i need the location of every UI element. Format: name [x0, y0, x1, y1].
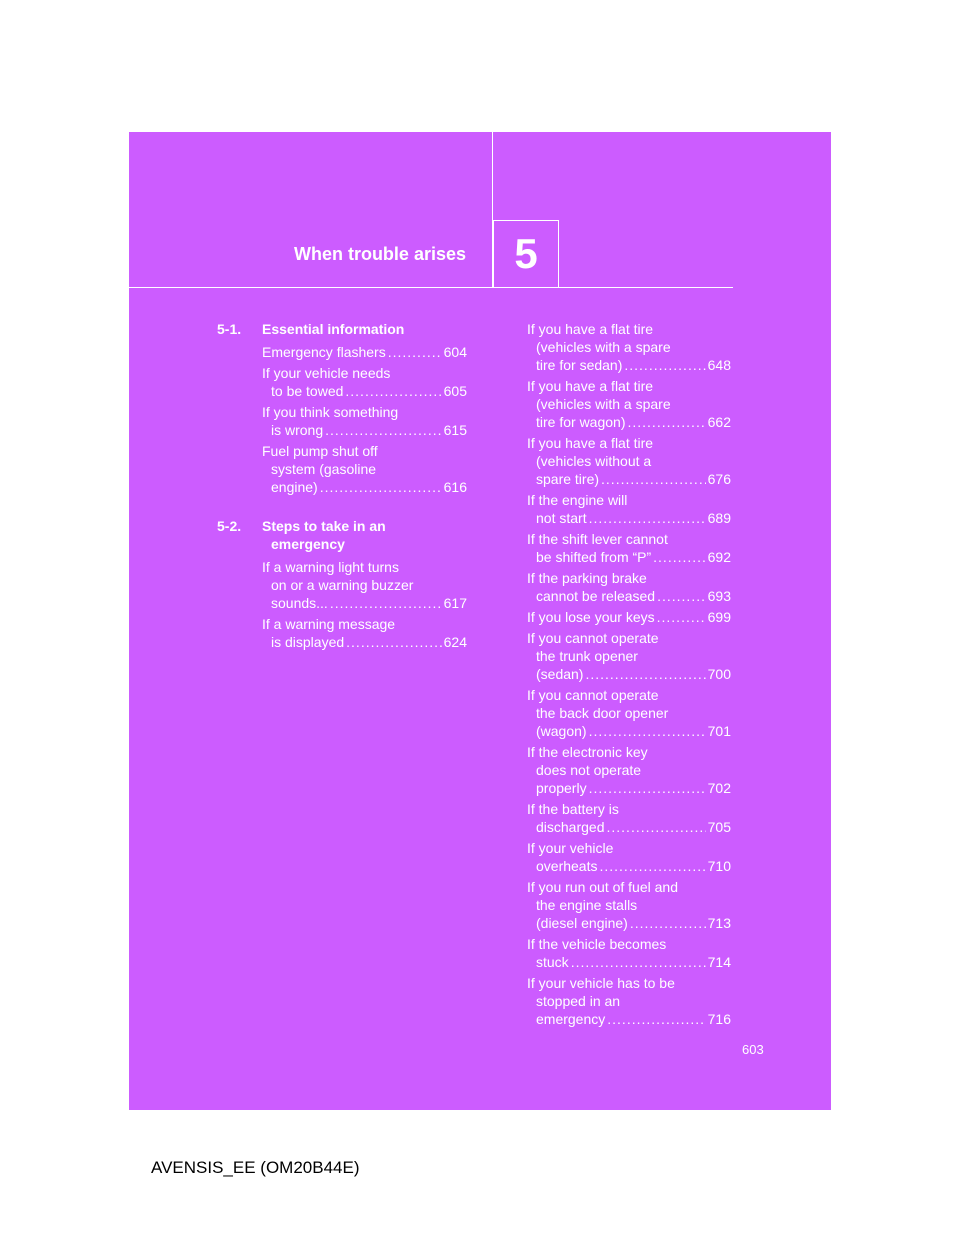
toc-page-number: 676: [707, 471, 731, 487]
toc-entry-last-line: [527, 953, 731, 971]
toc-entry-line: If the shift lever cannot: [527, 531, 668, 547]
dot-leader: [388, 343, 442, 361]
toc-entry-line: If you lose your keys: [527, 609, 655, 625]
toc-entry-last-line: [262, 633, 467, 651]
toc-entry-line: If you cannot operate: [527, 687, 659, 703]
toc-entry-last-line: [527, 413, 731, 431]
toc-entry[interactable]: [527, 743, 731, 797]
toc-entry-line: discharged: [536, 819, 605, 835]
toc-entry-line: If a warning light turns: [262, 559, 399, 575]
toc-entry-line: If your vehicle needs: [262, 365, 391, 381]
chapter-number: 5: [514, 230, 538, 277]
toc-page-number: 714: [707, 954, 731, 970]
toc-entry-last-line: [527, 914, 731, 932]
toc-entry-line: system (gasoline: [271, 461, 377, 477]
dot-leader: [585, 665, 705, 683]
toc-entry[interactable]: [527, 839, 731, 875]
toc-page-number: 716: [707, 1011, 731, 1027]
toc-entry-line: is wrong: [271, 422, 324, 438]
toc-entry-line: not start: [536, 510, 587, 526]
toc-entry[interactable]: [217, 364, 467, 400]
section-heading: [217, 517, 467, 553]
toc-entry-line: stuck: [536, 954, 569, 970]
toc-entry-line: Emergency flashers: [262, 344, 386, 360]
toc-entry-last-line: [262, 421, 467, 439]
toc-entry-line: If the electronic key: [527, 744, 648, 760]
toc-page-number: 617: [443, 595, 467, 611]
toc-page-number: 605: [443, 383, 467, 399]
toc-entry-last-line: [527, 722, 731, 740]
toc-entry-line: does not operate: [536, 762, 642, 778]
toc-entry[interactable]: [527, 935, 731, 971]
toc-page-number: 604: [443, 344, 467, 360]
toc-entry-line: (vehicles without a: [536, 453, 652, 469]
dot-leader: [657, 608, 706, 626]
toc-entry[interactable]: [217, 558, 467, 612]
toc-page-number: 701: [707, 723, 731, 739]
toc-entry-line: If your vehicle has to be: [527, 975, 675, 991]
section-title: [262, 517, 467, 553]
footer-model-code: AVENSIS_EE (OM20B44E): [151, 1158, 360, 1177]
toc-page-number: 713: [707, 915, 731, 931]
toc-page-number: 624: [443, 634, 467, 650]
dot-leader: [627, 413, 705, 431]
toc-entry-line: (vehicles with a spare: [536, 396, 671, 412]
toc-entry-line: If you think something: [262, 404, 399, 420]
toc-page-number: 700: [707, 666, 731, 682]
toc-entry-line: If a warning message: [262, 616, 396, 632]
toc-entry-line: the back door opener: [536, 705, 669, 721]
toc-entry-last-line: [262, 343, 467, 361]
toc-page-number: 689: [707, 510, 731, 526]
toc-entry-line: overheats: [536, 858, 598, 874]
section-number: 5-1.: [217, 321, 242, 337]
toc-entry-last-line: [527, 509, 731, 527]
section-spacer: [217, 499, 467, 517]
toc-page-number: 705: [707, 819, 731, 835]
toc-entry-last-line: [527, 608, 731, 626]
toc-entry-line: on or a warning buzzer: [271, 577, 414, 593]
toc-entry[interactable]: [527, 569, 731, 605]
toc-entry[interactable]: [527, 800, 731, 836]
toc-page-number: 616: [443, 479, 467, 495]
toc-entry[interactable]: [217, 442, 467, 496]
toc-entry-line: If you have a flat tire: [527, 378, 654, 394]
toc-entry[interactable]: [217, 615, 467, 651]
toc-entry[interactable]: [217, 343, 467, 361]
toc-entry[interactable]: [527, 878, 731, 932]
toc-page-number: 699: [707, 609, 731, 625]
dot-leader: [345, 382, 441, 400]
toc-entry-last-line: [527, 818, 731, 836]
toc-page-number: 648: [707, 357, 731, 373]
toc-entry-line: to be towed: [271, 383, 344, 399]
toc-entry-last-line: [527, 1010, 731, 1028]
toc-entry[interactable]: [527, 530, 731, 566]
toc-entry[interactable]: [527, 974, 731, 1028]
section-heading: [217, 320, 467, 338]
toc-entry-line: If the vehicle becomes: [527, 936, 667, 952]
dot-leader: [320, 478, 442, 496]
toc-page-number: 693: [707, 588, 731, 604]
dot-leader: [657, 587, 706, 605]
dot-leader: [599, 857, 705, 875]
dot-leader: [325, 421, 442, 439]
toc-entry-line: (wagon): [536, 723, 587, 739]
dot-leader: [346, 633, 441, 651]
toc-entry[interactable]: [527, 491, 731, 527]
toc-entry-line: be shifted from “P”: [536, 549, 652, 565]
toc-left-column: [217, 320, 467, 654]
toc-entry-line: engine): [271, 479, 318, 495]
toc-entry-line: tire for wagon): [536, 414, 626, 430]
toc-entry[interactable]: [527, 686, 731, 740]
toc-entry[interactable]: [527, 629, 731, 683]
dot-leader: [571, 953, 706, 971]
page-number: 603: [742, 1042, 764, 1057]
toc-entry-line: emergency: [536, 1011, 606, 1027]
toc-entry-last-line: [527, 665, 731, 683]
toc-entry[interactable]: [527, 377, 731, 431]
dot-leader: [607, 1010, 705, 1028]
toc-entry-line: (vehicles with a spare: [536, 339, 671, 355]
toc-entry-last-line: [527, 587, 731, 605]
section-title-line: Steps to take in an: [262, 518, 386, 534]
section-title-line: emergency: [271, 536, 345, 552]
toc-entry-line: If the battery is: [527, 801, 619, 817]
toc-entry-line: If you run out of fuel and: [527, 879, 678, 895]
toc-entry-last-line: [527, 857, 731, 875]
toc-entry[interactable]: [527, 320, 731, 374]
toc-page-number: 692: [707, 549, 731, 565]
dot-leader: [607, 818, 706, 836]
chapter-number-box: [493, 220, 559, 287]
toc-entry-last-line: [262, 382, 467, 400]
toc-entry-line: If the engine will: [527, 492, 628, 508]
toc-entry[interactable]: [527, 434, 731, 488]
toc-entry-line: cannot be released: [536, 588, 656, 604]
toc-entry-line: (diesel engine): [536, 915, 628, 931]
toc-entry-last-line: [262, 478, 467, 496]
dot-leader: [589, 509, 706, 527]
dot-leader: [653, 548, 705, 566]
toc-entry-line: sounds...: [271, 595, 328, 611]
toc-entry-line: If you cannot operate: [527, 630, 659, 646]
toc-entry-line: If you have a flat tire: [527, 321, 654, 337]
toc-entry-last-line: [527, 470, 731, 488]
toc-entry-line: properly: [536, 780, 587, 796]
dot-leader: [601, 470, 706, 488]
toc-entry-line: If you have a flat tire: [527, 435, 654, 451]
section-number: 5-2.: [217, 518, 242, 534]
toc-entry-line: the trunk opener: [536, 648, 638, 664]
toc-entry-line: is displayed: [271, 634, 345, 650]
toc-entry-line: If your vehicle: [527, 840, 614, 856]
toc-entry-line: If the parking brake: [527, 570, 647, 586]
toc-entry-line: tire for sedan): [536, 357, 623, 373]
dot-leader: [330, 594, 442, 612]
toc-entry-line: the engine stalls: [536, 897, 638, 913]
toc-entry-line: (sedan): [536, 666, 584, 682]
toc-entry-last-line: [262, 594, 467, 612]
toc-entry[interactable]: [217, 403, 467, 439]
toc-page-number: 702: [707, 780, 731, 796]
section-title-line: Essential information: [262, 321, 405, 337]
chapter-title: When trouble arises: [293, 244, 466, 264]
section-title: [262, 320, 467, 338]
toc-entry-last-line: [527, 356, 731, 374]
dot-leader: [630, 914, 706, 932]
toc-entry[interactable]: [527, 608, 731, 626]
dot-leader: [589, 779, 706, 797]
toc-entry-last-line: [527, 548, 731, 566]
dot-leader: [624, 356, 705, 374]
toc-right-column: [527, 320, 731, 1031]
header-horizontal-rule: [129, 287, 733, 288]
toc-page-number: 710: [707, 858, 731, 874]
toc-entry-line: spare tire): [536, 471, 600, 487]
toc-page-number: 662: [707, 414, 731, 430]
toc-page-number: 615: [443, 422, 467, 438]
toc-entry-line: stopped in an: [536, 993, 621, 1009]
dot-leader: [589, 722, 706, 740]
toc-entry-line: Fuel pump shut off: [262, 443, 378, 459]
toc-entry-last-line: [527, 779, 731, 797]
